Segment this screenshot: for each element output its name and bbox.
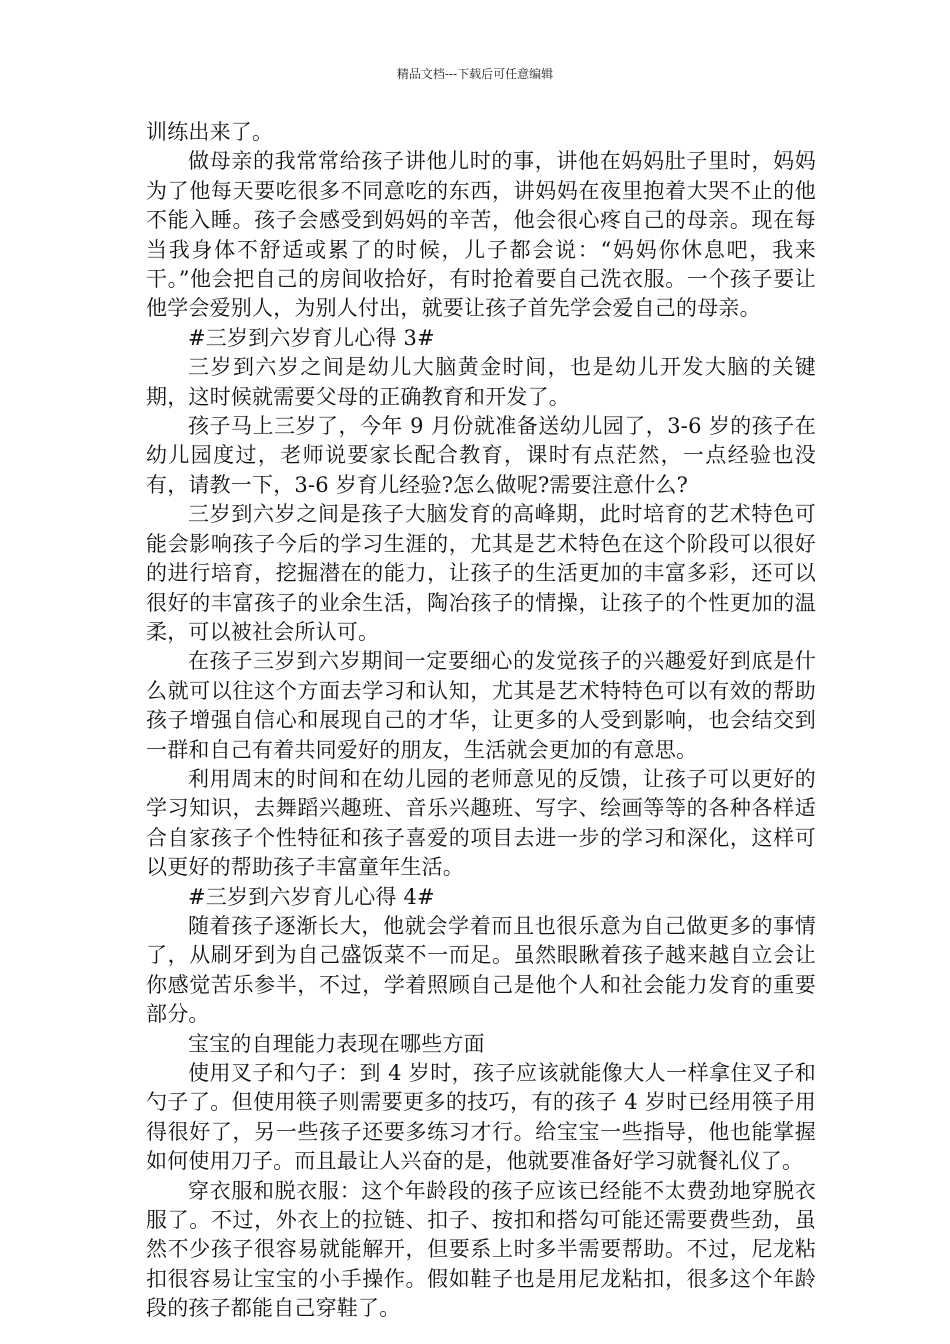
paragraph-kindergarten-question: 孩子马上三岁了，今年 9 月份就准备送幼儿园了，3-6 岁的孩子在幼儿园度过，老师说要家长配合教育，课时有点茫然，一点经验也没有，请教一下，3-6 岁育儿经验?怎么做呢?需要注意什么? bbox=[146, 414, 816, 497]
subheading-self-care-areas: 宝宝的自理能力表现在哪些方面 bbox=[188, 1031, 485, 1056]
paragraph-continuation: 训练出来了。 bbox=[146, 120, 274, 144]
paragraph-fork-spoon: 使用叉子和勺子：到 4 岁时，孩子应该就能像大人一样拿住叉子和勺子了。但使用筷子则需要更多的技巧，有的孩子 4 岁时已经用筷子用得很好了，另一些孩子还要多练习才行。给宝宝一些指导，他也能掌握如何使用刀子。而且最让人兴奋的是，他就要准备好学习就餐礼仪了。 bbox=[146, 1061, 816, 1174]
section-heading-3: #三岁到六岁育儿心得 3# bbox=[188, 325, 435, 350]
paragraph-interests: 在孩子三岁到六岁期间一定要细心的发觉孩子的兴趣爱好到底是什么就可以往这个方面去学习和认知，尤其是艺术特特色可以有效的帮助孩子增强自信心和展现自己的才华，让更多的人受到影响，也会结交到一群和自己有着共同爱好的朋友，生活就会更加的有意思。 bbox=[146, 649, 816, 762]
paragraph-golden-period: 三岁到六岁之间是幼儿大脑黄金时间，也是幼儿开发大脑的关键期，这时候就需要父母的正确教育和开发了。 bbox=[146, 355, 816, 409]
paragraph-weekend-learning: 利用周末的时间和在幼儿园的老师意见的反馈，让孩子可以更好的学习知识，去舞蹈兴趣班、音乐兴趣班、写字、绘画等等的各种各样适合自家孩子个性特征和孩子喜爱的项目去进一步的学习和深化，这样可以更好的帮助孩子丰富童年生活。 bbox=[146, 766, 816, 880]
page-header: 精品文档---下载后可任意编辑 bbox=[396, 67, 554, 81]
paragraph-brain-development: 三岁到六岁之间是孩子大脑发育的高峰期，此时培育的艺术特色可能会影响孩子今后的学习生涯的，尤其是艺术特色在这个阶段可以很好的进行培育，挖掘潜在的能力，让孩子的生活更加的丰富多彩，还可以很好的丰富孩子的业余生活，陶冶孩子的情操，让孩子的个性更加的温柔，可以被社会所认可。 bbox=[146, 502, 816, 644]
section-heading-4: #三岁到六岁育儿心得 4# bbox=[188, 884, 435, 909]
paragraph-self-care-intro: 随着孩子逐渐长大，他就会学着而且也很乐意为自己做更多的事情了，从刷牙到为自己盛饭菜不一而足。虽然眼瞅着孩子越来越自立会让你感觉苦乐参半，不过，学着照顾自己是他个人和社会能力发育的重要部分。 bbox=[146, 913, 816, 1027]
paragraph-dressing: 穿衣服和脱衣服：这个年龄段的孩子应该已经能不太费劲地穿脱衣服了。不过，外衣上的拉链、扣子、按扣和搭勾可能还需要费些劲，虽然不少孩子很容易就能解开，但要系上时多半需要帮助。不过，尼龙粘扣很容易让宝宝的小手操作。假如鞋子也是用尼龙粘扣，很多这个年龄段的孩子都能自己穿鞋了。 bbox=[146, 1178, 816, 1321]
paragraph-mother-story: 做母亲的我常常给孩子讲他儿时的事，讲他在妈妈肚子里时，妈妈为了他每天要吃很多不同意吃的东西，讲妈妈在夜里抱着大哭不止的他不能入睡。孩子会感受到妈妈的辛苦，他会很心疼自己的母亲。现在每当我身体不舒适或累了的时候，儿子都会说：“妈妈你休息吧，我来干。”他会把自己的房间收拾好，有时抢着要自己洗衣服。一个孩子要让他学会爱别人，为别人付出，就要让孩子首先学会爱自己的母亲。 bbox=[146, 149, 816, 321]
document-body bbox=[146, 118, 816, 1324]
